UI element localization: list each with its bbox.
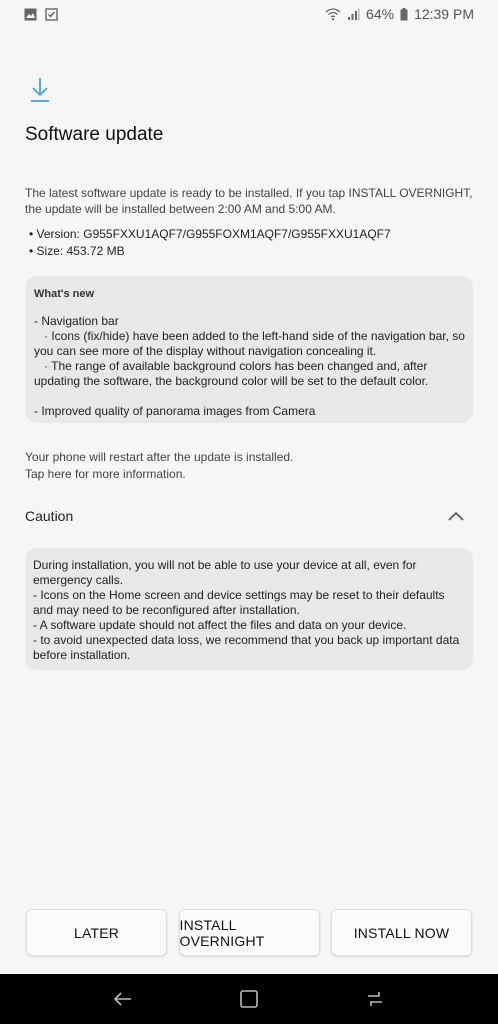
whats-new-heading: What's new [34, 288, 95, 300]
clock: 12:39 PM [414, 6, 474, 22]
update-details [29, 226, 479, 259]
battery-percent: 64% [366, 6, 395, 22]
whats-new-body: - Navigation bar · Icons (fix/hide) have been added to the left-hand side of the navigation bar, so you can see more of the display without navigation concealing it. · The range of available background colors has been changed and, after updating the software, the background color will be set to the default color. - Improved quality of panorama images from Camera [34, 314, 465, 418]
download-icon [28, 76, 52, 104]
install-now-button[interactable]: INSTALL NOW [331, 909, 472, 956]
signal-icon [347, 8, 360, 21]
wifi-icon [325, 8, 341, 21]
chevron-up-icon[interactable] [447, 510, 465, 522]
checklist-notification-icon [45, 8, 58, 21]
action-buttons [26, 909, 472, 956]
navigation-bar [0, 974, 498, 1024]
restart-notice: Your phone will restart after the update is installed. [25, 450, 294, 464]
battery-icon [400, 8, 408, 21]
recent-apps-icon[interactable] [364, 988, 386, 1010]
status-left [24, 8, 58, 21]
restart-info[interactable] [25, 449, 475, 483]
whats-new-card [25, 276, 473, 423]
caution-card [25, 548, 473, 670]
later-button[interactable]: LATER [26, 909, 167, 956]
gallery-notification-icon [24, 8, 37, 21]
caution-toggle[interactable] [25, 504, 473, 528]
status-right [325, 6, 474, 22]
caution-body: During installation, you will not be able to use your device at all, even for emergency calls. - Icons on the Home screen and device settings may be reset to their defaults and may need to be reconfigured after installation. - A software update should not affect the files and data on your device. - to avoid unexpected data loss, we recommend that you back up important data before installation. [33, 558, 460, 662]
page-title: Software update [25, 124, 164, 145]
version-info: • Version: G955FXXU1AQF7/G955FOXM1AQF7/G955FXXU1AQF7 [29, 227, 391, 241]
more-info-link[interactable]: Tap here for more information. [25, 467, 186, 481]
home-icon[interactable] [238, 988, 260, 1010]
update-intro-text: The latest software update is ready to be installed. If you tap INSTALL OVERNIGHT, the update will be installed between 2:00 AM and 5:00 AM. [25, 186, 473, 216]
caution-label: Caution [25, 508, 74, 524]
back-icon[interactable] [112, 988, 134, 1010]
install-overnight-button[interactable]: INSTALL OVERNIGHT [179, 909, 320, 956]
size-info: • Size: 453.72 MB [29, 243, 125, 258]
status-bar [0, 0, 498, 28]
